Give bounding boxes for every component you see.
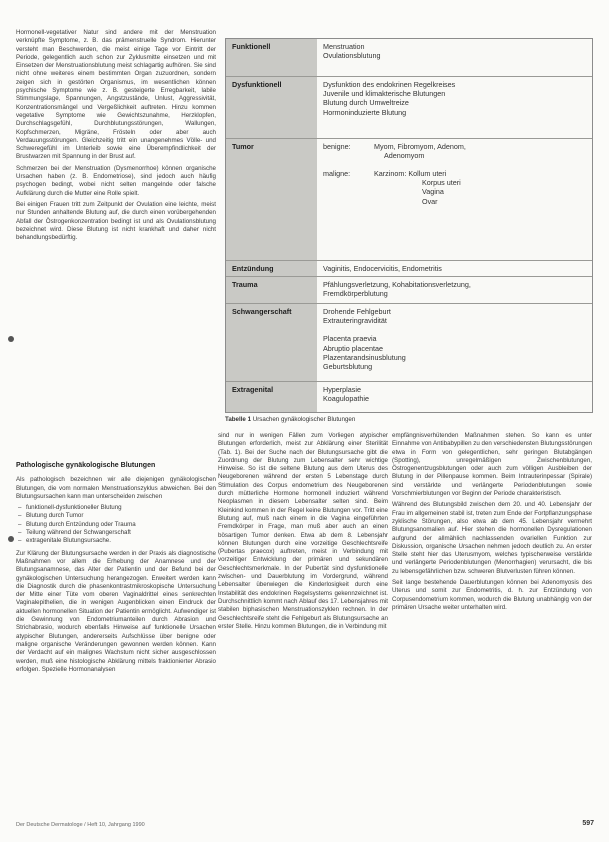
tumor-sublabel: maligne: [323,169,351,178]
paragraph: Seit lange bestehende Dauerblutungen können bei Adenomyosis des Uterus und somit zur Endometritis, d. h. zur Entzündung von Corpusendometrium kommen, wodurch die Blutung unabhängig von der primären Ursache weiter unterhalten wird. [392,579,592,611]
table-description [323,80,583,117]
table-line: Plazentarandsinusblutung [323,352,406,362]
table-category: Funktionell [232,42,271,51]
table-category: Tumor [232,142,254,151]
table-caption [225,416,355,423]
table-line: Extrauteringravidität [323,316,387,326]
section-heading: Pathologische gynäkologische Blutungen [16,462,156,469]
table-row [226,276,592,302]
table-description [323,280,583,298]
table-line: Pfählungsverletzung, Kohabitationsverletzung, [323,280,471,289]
table-line: Hyperplasie [323,385,361,394]
table-category: Trauma [232,280,258,289]
table-gap [323,325,583,334]
tumor-values [374,142,466,160]
paragraph: Hormonell-vegetativer Natur sind andere mit der Menstruation verknüpfte Symptome, z. B. das prämenstruelle Syndrom. Hierunter versteht man Beschwerden, die meist einige Tage vor Eintritt der Periode, gelegentlich auch schon zur Zyklusmitte einsetzen und mit Einsetzen der Menstruationsblutung meist schlagartig aufhören. Sie sind nicht ohne weiteres einem bestimmten Organ zuzuordnen, sondern zeigen sich in gestörten Organismus, im wesentlichen können psychische Symptome wie z. B. gesteigerte Erregbarkeit, labile Stimmungslage, Spannungen, Angstzustände, Unlust, Aggressivität, Konzentrationsmängel und Vergeßlichkeit auftreten. Hinzu kommen vegetative Symptome wie Gewichtszunahme, Herzklopfen, Durchschlagsgefühl, Durchblutungsstörungen, Wallungen, Kopfschmerzen, Migräne, Frösteln oder aber auch Verdauungsstörungen. Gleichzeitig tritt ein unangenehmes Völle- und Schweregefühl im Unterleib sowie eine Überempfindlichkeit der Brustwarzen mit Spannung in der Brust auf. [16,29,216,161]
list-item: – extragenitale Blutungsursache. [26,537,216,545]
table-category: Dysfunktionell [232,80,282,89]
table-line: Vaginitis, Endocervicitis, Endometritis [323,264,442,273]
table-description [323,264,583,273]
caption-text: Ursachen gynäkologischer Blutungen [252,416,356,423]
table-row [226,260,592,275]
table-line: Ovar [422,196,438,206]
list-item: – Blutung durch Tumor [26,512,216,520]
causes-table [225,38,593,413]
table-line: Blutung durch Umweltreize [323,98,409,108]
caption-label: Tabelle 1 [225,416,252,423]
table-row [226,381,592,412]
tumor-sublabel: benigne: [323,142,351,151]
table-line: Juvenile und klimakterische Blutungen [323,89,446,99]
table-row [226,138,592,259]
table-line: Myom, Fibromyom, Adenom, [374,142,466,151]
paragraph: Während des Blutungsbild zwischen dem 20. und 40. Lebensjahr der Frau im allgemeinen stabil ist, treten zum Ende der Fortpflanzungsphase zyklische Störungen, also etwa ab dem 45. Lebensjahr vermehrt Blutungsanomalien auf. Hier stehen die hormonellen Dysregulationen aufgrund der allmählich nachlassenden ovariellen Funktion zur Diskussion, organische Ursachen nehmen jedoch deutlich zu. An erster Stelle steht hier das Uterusmyom, welches typischerweise verstärkte und verlängerte Periodenblutungen (Menorrhagien) verursacht, die bis zu lebensgefährlichen bzw. schweren Blutverlusten führen können. [392,501,592,575]
list-item: – Blutung durch Entzündung oder Trauma [26,521,216,529]
table-line: Drohende Fehlgeburt [323,307,391,316]
table-line: Vagina [422,187,444,197]
bottom-middle-column [218,432,388,634]
tumor-values [374,169,461,206]
table-description [323,307,583,371]
table-line: Adenomyom [384,151,425,161]
bottom-left-column [16,462,216,677]
table-line: Dysfunktion des endokrinen Regelkreises [323,80,456,89]
table-line: Menstruation [323,42,365,51]
bullet-dot-icon [8,336,14,342]
table-line: Hormoninduzierte Blutung [323,107,407,117]
table-category: Entzündung [232,264,274,273]
table-line: Koagulopathie [323,394,369,404]
table-line: Placenta praevia [323,334,377,344]
paragraph: empfängnisverhütenden Maßnahmen stehen. So kann es unter Einnahme von Antibabypillen zu den verschiedensten Blutungsstörungen etwa in Form von gelegentlichen, sehr geringen Blutabgängen (Spotting), unregelmäßigen Zwischenblutungen, Östrogenentzugsblutungen oder auch zum völligen Ausbleiben der Blutung in der Pillenpause kommen. Beim Intrauterinpessar (Spirale) sind verstärkte und verlängerte Periodenblutungen sowie Vorschmierblutungen vor Beginn der Periode charakteristisch. [392,432,592,498]
paragraph: sind nur in wenigen Fällen zum Vorliegen atypischer Blutungen erforderlich, meist zur Abklärung einer Sterilität (Tab. 1). Bei der Suche nach der Blutungsursache gibt die Zuordnung der Blutung zum Lebensalter sehr wichtige Hinweise. So ist die seltene Blutung aus dem Uterus des Neugeborenen während der ersten 5 Lebenstage durch Stimulation des Corpus endometrium des Neugeborenen durch mütterliche Hormone hormonell induziert während Neoplasmen in diesem Lebensalter selten sind. Beim Kleinkind kommen in der Regel keine Blutungen vor. Tritt eine Blutung auf, muß nach einem in die Vagina eingeführten Fremdkörper in Frage, man muß aber auch an einen bösartigen Tumor denken. Etwa ab dem 8. Lebensjahr können Blutungen durch eine vorzeitige Geschlechtsreife (Pubertas praecox) auftreten, meist in Verbindung mit vorzeitiger Entwicklung der primären und sekundären Geschlechtsmerkmale. In der Pubertät sind dysfunktionelle zwischen- und Dauerblutung im Vordergrund, während Lebensalter überwiegen die Kinderlosigkeit durch eine Instabilität des endokrinen Regelsystems gekennzeichnet ist. Durchschnittlich kommt nach Ablauf des 17. Lebensjahres mit stabilen biphasischen Menstruationszyklen rechnen. In der Geschlechtsreife steht die Fehlgeburt als Blutungsursache an erster Stelle. Hinzu kommen Blutungen, die in Verbindung mit [218,432,388,630]
cause-list [16,504,216,545]
bottom-right-column [392,432,592,615]
table-line: Fremdkörperblutung [323,289,388,299]
table-line: Ovulationsblutung [323,51,381,61]
table-line: Karzinom: Kollum uteri [374,169,447,178]
page-footer [16,820,594,832]
bullet-dot-icon [8,536,14,542]
table-line: Abruptio placentae [323,343,383,353]
table-row [226,39,592,74]
table-description [323,385,583,403]
table-description [323,42,583,60]
top-left-column [16,29,216,245]
table-row [226,303,592,380]
paragraph: Als pathologisch bezeichnen wir alle diejenigen gynäkologischen Blutungen, die vom normalen Menstruationszyklus abweichen. Bei den Blutungsursachen kann man unterscheiden zwischen [16,476,216,500]
table-line: Geburtsblutung [323,362,373,372]
table-line: Korpus uteri [422,178,461,188]
paragraph: Zur Klärung der Blutungsursache werden in der Praxis als diagnostische Maßnahmen vor allem die Erhebung der Anamnese und der Blutungsanamnese, das Alter der Patientin und der Befund bei der gynäkologischen Untersuchung herangezogen. Erweitert werden kann die Diagnostik durch die phasenkontrastmikroskopische Untersuchung der Mitte einer Tüte vom oberen Vaginaldrittel eines senkrechten Vaginalepithelien, die in wenigen Augenblicken einen Eindruck der aktuellen hormonellen Situation der Patientin ermöglicht. Aufwendiger ist die Gewinnung von Endometriumanteilen durch Abrasion und Strichabrasio, wodurch ebenfalls Hinweise auf funktionelle Ursachen atypischer Blutungen, andererseits Aufschlüsse über benigne oder maligne organische Veränderungen gewonnen werden können. Kann der Verdacht auf ein malignes Wachstum nicht sicher ausgeschlossen werden, muß eine histologische Abklärung mittels fraktionierter Abrasio erfolgen. Spezielle Hormonanalysen [16,549,216,673]
table-row [226,76,592,137]
list-item: – funktionell-dysfunktioneller Blutung [26,504,216,512]
list-item: – Teilung während der Schwangerschaft [26,529,216,537]
table-category: Schwangerschaft [232,307,292,316]
page-number: 597 [582,820,594,827]
paragraph: Bei einigen Frauen tritt zum Zeitpunkt der Ovulation eine leichte, meist nur Stunden anhaltende Blutung auf, die durch einen vorübergehenden Abfall der Östrogenkonzentration bedingt ist und als Ovulationsblutung bezeichnet wird. Diese Blutung ist nicht krankhaft und daher nicht behandlungsbedürftig. [16,200,216,242]
journal-citation: Der Deutsche Dermatologe / Heft 10, Jahrgang 1990 [16,822,145,828]
paragraph: Schmerzen bei der Menstruation (Dysmenorrhoe) können organische Ursachen haben (z. B. Endometriose), sind jedoch auch häufig psychogen bedingt, wobei nicht selten mangelnde oder falsche Aufklärung durch die Mutter eine Rolle spielt. [16,164,216,197]
table-category: Extragenital [232,385,274,394]
